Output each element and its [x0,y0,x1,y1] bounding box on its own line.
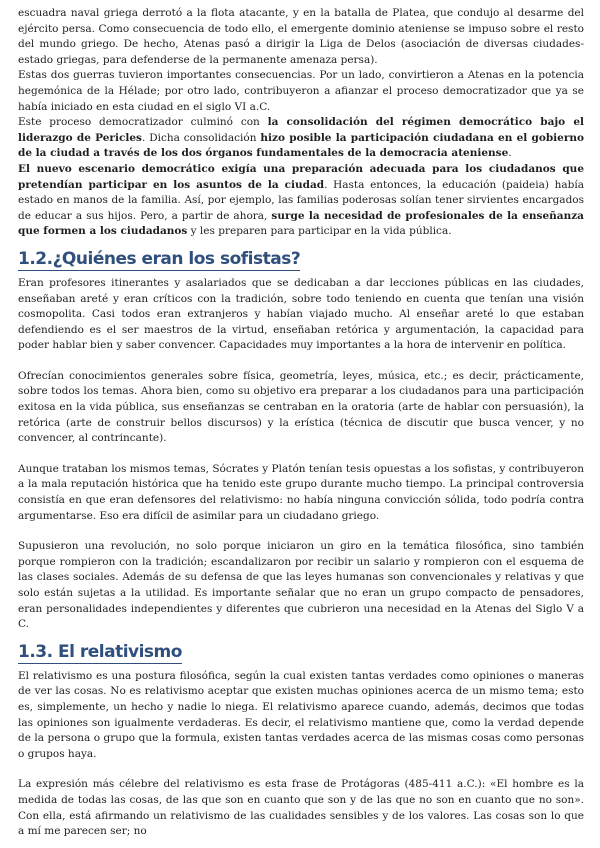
sofistas-paragraph-1: Eran profesores itinerantes y asalariados que se dedicaban a dar lecciones públicas en las ciudades, enseñaban areté y eran críticos con la tradición, sobre todo teniendo en cuenta que tenían una visión cosmopolita. Casi todos eran extranjeros y habían viajado mucho. Al enseñar areté lo que estaban defendiendo es el ser maestros de la virtud, enseñaban retórica y argumentación, la capacidad para poder hablar bien y saber convencer. Capacidades muy importantes a la hora de intervenir en política. [18,276,584,352]
section-heading-wrap [18,633,584,666]
sofistas-paragraph-4: Supusieron una revolución, no solo porque iniciaron un giro en la temática filosófica, sino también porque rompieron con la tradición; escandalizaron por recibir un salario y rompieron con el esquema de las clases sociales. Además de su defensa de que las leyes humanas son convencionales y relativas y que solo están sujetas a la utilidad. Es importante señalar que no eran un grupo compacto de pensadores, eran personalidades independientes y diferentes que cubrieron una necesidad en la Atenas del Siglo V a C. [18,540,584,631]
text-span: y les preparen para participar en la vida pública. [187,225,452,238]
sofistas-paragraph-3: Aunque trataban los mismos temas, Sócrates y Platón tenían tesis opuestas a los sofistas, y contribuyeron a la mala reputación histórica que ha tenido este grupo durante mucho tiempo. La principal controversia consistía en que eran defensores del relativismo: no había ninguna convicción sólida, todo podría contra argumentarse. Eso era difícil de asimilar para un ciudadano griego. [18,462,584,522]
relativismo-paragraph-2: La expresión más célebre del relativismo es esta frase de Protágoras (485-411 a.C.): «El hombre es la medida de todas las cosas, de las que son en cuanto que son y de las que no son en cuanto que no son». Con ella, está afirmando un relativismo de las cualidades sensibles y de los valores. Las cosas son lo que a mí me parecen ser; no [18,778,584,838]
text-span: . Hasta entonces, la educación (paideia) había estado en manos de la familia. Así, por ejemplo, las familias poderosas solían tener sirvientes encargados de educar a sus hijos. Pero, a partir de ahora, [18,178,584,222]
section-heading-wrap [18,240,584,273]
spacer [18,354,584,369]
bold-text: la consolidación del régimen democrático bajo el liderazgo de Pericles [18,116,584,144]
intro-paragraph-3 [18,115,584,162]
spacer [18,762,584,777]
text-span: Este proceso democratizador culminó con [18,116,268,129]
bold-text: surge la necesidad de profesionales de la enseñanza que formen a los ciudadanos [18,209,584,238]
text-span: . [508,147,512,160]
document-page [18,6,584,840]
relativismo-paragraph-1: El relativismo es una postura filosófica, según la cual existen tantas verdades como opiniones o maneras de ver las cosas. No es relativismo aceptar que existen muchas opiniones acerca de un mismo tema; esto es, simplemente, un hecho y nadie lo niega. El relativismo aparece cuando, además, decimos que todas las opiniones son igualmente verdaderas. Es decir, el relativismo mantiene que, como la verdad depende de la persona o grupo que la formula, existen tantas verdades acerca de las mismas cosas como personas o grupos haya. [18,669,584,760]
sofistas-paragraph-2: Ofrecían conocimientos generales sobre física, geometría, leyes, música, etc.; es decir, prácticamente, sobre todos los temas. Ahora bien, como su objetivo era preparar a los ciudadanos para una participación exitosa en la vida pública, sus enseñanzas se centraban en la oratoria (arte de hablar con persuasión), la retórica (arte de construir bellos discursos) y la erística (técnica de discutir que busca vencer, y no convencer, al contrincante). [18,369,584,445]
bold-text: hizo posible la participación ciudadana en el gobierno de la ciudad a través de los dos órganos fundamentales de la democracia ateniense [18,131,585,160]
section-heading-sofistas: 1.2.¿Quiénes eran los sofistas? [18,248,301,269]
spacer [18,524,584,539]
intro-paragraph-4 [18,162,584,240]
text-span: . Dicha consolidación [141,131,261,144]
intro-paragraph-1: escuadra naval griega derrotó a la flota atacante, y en la batalla de Platea, que condujo al desarme del ejército persa. Como consecuencia de todo ello, el emergente dominio ateniense se impuso sobre el resto del mundo griego. De hecho, Atenas pasó a dirigir la Liga de Delos (asociación de diversas ciudades-estado griegas, para defenderse de la permanente amenaza persa). [18,7,584,66]
section-heading-relativismo: 1.3. El relativismo [18,641,182,662]
spacer [18,447,584,462]
intro-paragraph-2: Estas dos guerras tuvieron importantes consecuencias. Por un lado, convirtieron a Atenas en la potencia hegemónica de la Hélade; por otro lado, contribuyeron a afianzar el proceso democratizador que ya se había iniciado en esta ciudad en el siglo VI a.C. [18,69,584,113]
bold-text: El nuevo escenario democrático exigía una preparación adecuada para los ciudadanos que pretendían participar en los asuntos de la ciudad [18,162,584,191]
